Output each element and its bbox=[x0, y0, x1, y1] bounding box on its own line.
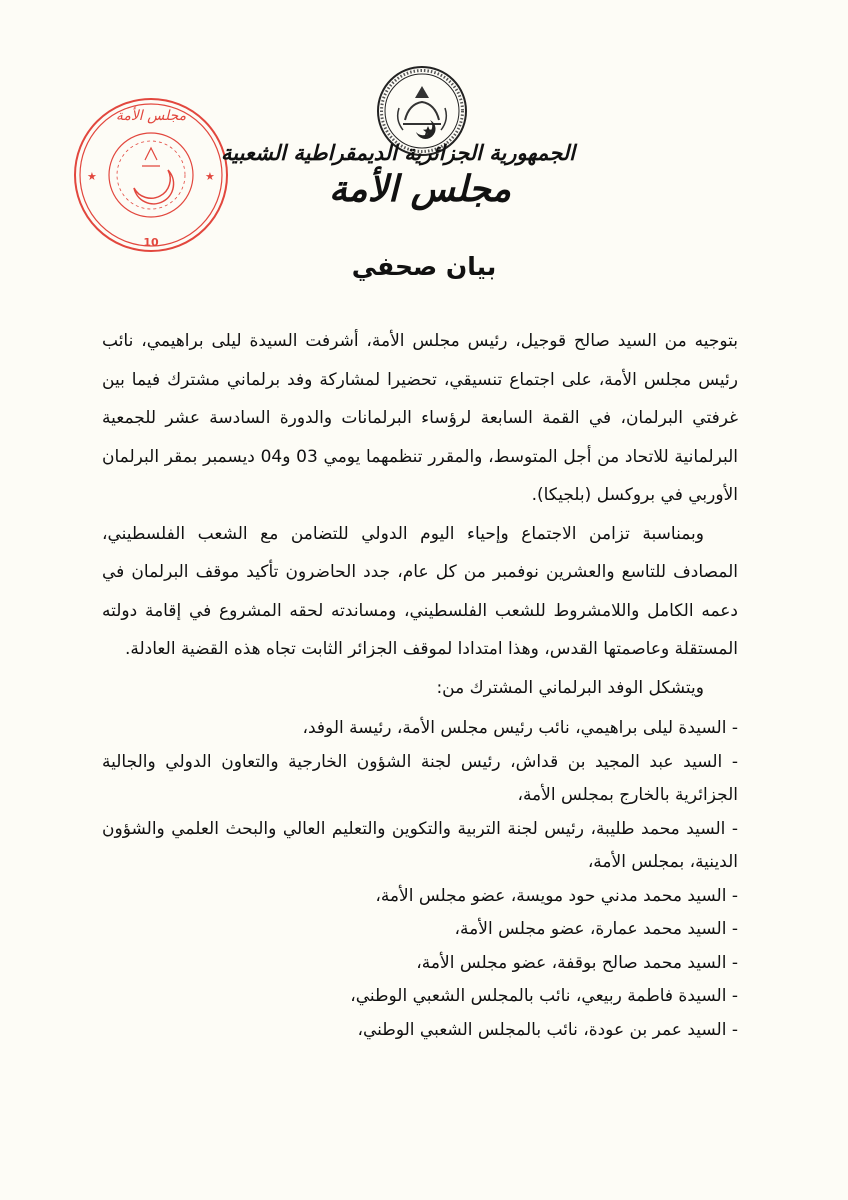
svg-text:★: ★ bbox=[205, 170, 215, 183]
paragraph-1: بتوجيه من السيد صالح قوجيل، رئيس مجلس الأمة، أشرفت السيدة ليلى براهيمي، نائب رئيس مجلس الأمة، على اجتماع تنسيقي، تحضيرا لمشاركة وفد برلماني مشترك فيما بين غرفتي البرلمان، في القمة السابعة لرؤساء البرلمانات والدورة السادسة عشر للجمعية البرلمانية للاتحاد من أجل المتوسط، والمقرر تنظمهما يومي 03 و04 ديسمبر بمقر البرلمان الأوربي في بروكسل (بلجيكا). bbox=[102, 331, 738, 505]
list-item: - السيد عمر بن عودة، نائب بالمجلس الشعبي الوطني، bbox=[357, 1019, 738, 1040]
list-item: - السيد محمد عمارة، عضو مجلس الأمة، bbox=[454, 919, 738, 939]
press-release-title: بيان صحفي bbox=[351, 252, 497, 281]
stamp-top-text: مجلس الأمة bbox=[115, 108, 187, 124]
list-item: - السيدة ليلى براهيمي، نائب رئيس مجلس الأمة، رئيسة الوفد، bbox=[302, 718, 738, 738]
delegation-list bbox=[102, 712, 738, 1047]
republic-name: الجمهورية الجزائرية الديمقراطية الشعبية bbox=[220, 140, 575, 165]
stamp-seal-icon bbox=[72, 96, 230, 254]
stamp-number: 10 bbox=[143, 236, 159, 249]
council-name: مجلس الأمة bbox=[329, 168, 511, 210]
list-item: - السيد محمد صالح بوقفة، عضو مجلس الأمة، bbox=[416, 952, 738, 973]
list-item: - السيد محمد مدني حود مويسة، عضو مجلس الأمة، bbox=[375, 885, 738, 906]
official-stamp bbox=[72, 96, 230, 254]
list-item: - السيد عبد المجيد بن قداش، رئيس لجنة الشؤون الخارجية والتعاون الدولي والجالية الجزائرية بالخارج بمجلس الأمة، bbox=[102, 751, 738, 805]
list-item: - السيدة فاطمة ربيعي، نائب بالمجلس الشعبي الوطني، bbox=[350, 986, 738, 1006]
press-release-body bbox=[102, 322, 738, 707]
paragraph-2: وبمناسبة تزامن الاجتماع وإحياء اليوم الدولي للتضامن مع الشعب الفلسطيني، المصادف للتاسع والعشرين نوفمبر من كل عام، جدد الحاضرون تأكيد موقف البرلمان في دعمه الكامل واللامشروط للشعب الفلسطيني، ومساندته لحقه المشروع في إقامة دولته المستقلة وعاصمتها القدس، وهذا امتدادا لموقف الجزائر الثابت تجاه هذه القضية العادلة. bbox=[102, 523, 738, 659]
paragraph-3: ويتشكل الوفد البرلماني المشترك من: bbox=[436, 677, 704, 698]
list-item: - السيد محمد طليبة، رئيس لجنة التربية والتكوين والتعليم العالي والبحث العلمي والشؤون الدينية، بمجلس الأمة، bbox=[102, 818, 738, 872]
svg-text:★: ★ bbox=[87, 170, 97, 183]
